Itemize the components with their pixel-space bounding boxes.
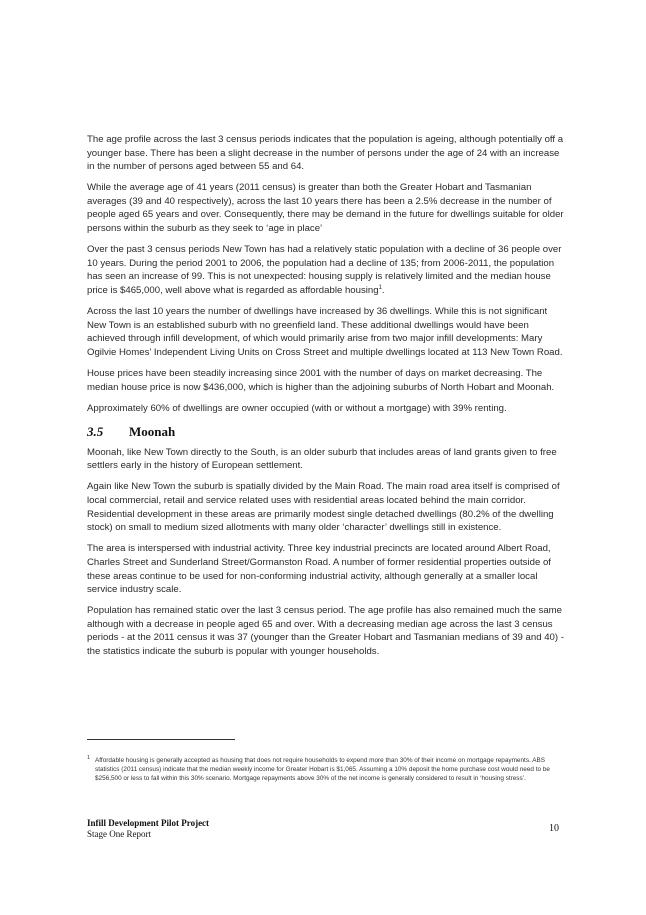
section-title: Moonah	[129, 424, 176, 440]
footnote-mark: 1	[87, 755, 91, 761]
paragraph-dwellings-increase: Across the last 10 years the number of dwellings have increased by 36 dwellings. While this is not significant New Town is an established suburb with no greenfield land. These additional dwellings would have been achieved through infill development, of which would primarily arise from two major infill developments: Mary Ogilvie Homes’ Independent Living Units on Cross Street and multiple dwellings located at 113 New Town Road.	[87, 306, 563, 358]
page-number: 10	[549, 823, 559, 834]
footer-title: Infill Development Pilot Project	[87, 818, 210, 828]
paragraph-age-profile: The age profile across the last 3 census periods indicates that the population is ageing, although potentially off a younger base. There has been a slight decrease in the number of persons under the age of 24 with an increase in the number of persons aged between 55 and 64.	[87, 134, 564, 173]
paragraph-industrial: The area is interspersed with industrial activity. Three key industrial precincts are located around Albert Road, Charles Street and Sunderland Street/Gormanston Road. A number of former residential properties outside of these areas continue to be used for non-conforming industrial activity, although generally at a smaller local service industry scale.	[87, 543, 551, 596]
footer-subtitle: Stage One Report	[87, 828, 151, 839]
paragraph-population-newtown	[87, 243, 565, 297]
main-body	[87, 133, 565, 666]
paragraph-moonah-intro: Moonah, like New Town directly to the South, is an older suburb that includes areas of land grants given to free settlers early in the history of European settlement.	[87, 446, 557, 472]
footnote	[87, 756, 557, 784]
section-number: 3.5	[87, 424, 104, 440]
paragraph-population-end: .	[381, 284, 385, 296]
footnote-reference[interactable]: 1	[378, 284, 382, 291]
paragraph-population-text: Over the past 3 census periods New Town has had a relatively static population with a decline of 36 people over 10 years. During the period 2001 to 2006, the population had a decline of 135; from 2006-2011, the population has seen an increase of 99. This is not unexpected: housing supply is relatively limited and the median house price is $465,000, well above what is regarded as affordable housing	[87, 244, 562, 296]
footer-report-info	[87, 818, 209, 839]
paragraph-average-age: While the average age of 41 years (2011 census) is greater than both the Greater Hobart and Tasmanian averages (39 and 40 respectively), across the last 10 years there has been a 2.5% decrease in the number of people aged 65 years and over. Consequently, there may be demand in the future for dwellings suitable for older persons within the suburb as they seek to ‘age in place’	[87, 182, 564, 235]
footnote-text: Affordable housing is generally accepted as housing that does not require households to expend more than 30% of their income on mortgage repayments. ABS statistics (2011 census) indicate that the median weekly income for Greater Hobart is $1,065. Assuming a 10% deposit the home purchase cost would need to be $256,500 or less to fall within this 30% scenario. Mortgage repayments above 30% of the net income is generally considered to result in ‘housing stress’.	[95, 757, 550, 783]
paragraph-main-road: Again like New Town the suburb is spatially divided by the Main Road. The main road area itself is comprised of local commercial, retail and service related uses with residential areas located behind the main corridor. Residential development in these areas are primarily modest single detached dwellings (80.2% of the dwelling stock) on small to medium sized allotments with many older ‘character’ dwellings still in existence.	[87, 481, 560, 534]
section-heading	[87, 425, 565, 439]
paragraph-moonah-population: Population has remained static over the last 3 census period. The age profile has also remained much the same although with a decrease in people aged 65 and over. With a decreasing median age across the last 3 census periods - at the 2011 census it was 37 (younger than the Greater Hobart and Tasmanian medians of 39 and 40) - the statistics indicate the suburb is popular with younger households.	[87, 605, 564, 657]
paragraph-ownership: Approximately 60% of dwellings are owner occupied (with or without a mortgage) with 39% renting.	[87, 402, 507, 414]
paragraph-house-prices: House prices have been steadily increasing since 2001 with the number of days on market decreasing. The median house price is now $436,000, which is higher than the adjoining suburbs of North Hobart and Moonah.	[87, 367, 555, 393]
footnote-divider	[87, 739, 235, 740]
